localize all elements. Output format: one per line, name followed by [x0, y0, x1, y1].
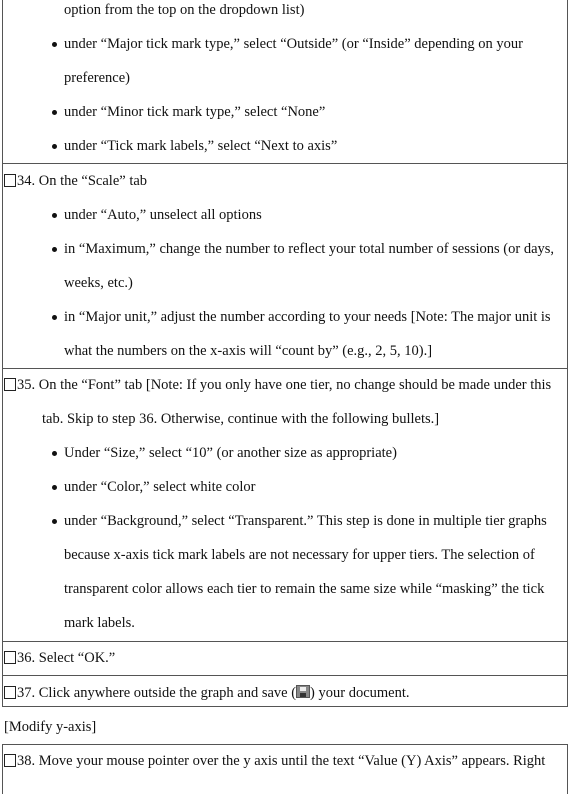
instruction-text: preference): [64, 70, 130, 86]
row-divider: [2, 675, 568, 676]
instruction-text: option from the top on the dropdown list): [64, 2, 305, 18]
step-34: 34. On the “Scale” tab: [4, 172, 147, 190]
bullet-icon: [52, 247, 57, 252]
instruction-text: in “Maximum,” change the number to reflect your total number of sessions (or days,: [64, 241, 555, 257]
bullet-icon: [52, 213, 57, 218]
checkbox[interactable]: [4, 378, 16, 391]
bullet-icon: [52, 315, 57, 320]
checkbox[interactable]: [4, 651, 16, 664]
row-divider: [2, 368, 568, 369]
row-divider: [2, 744, 568, 745]
bullet-icon: [52, 485, 57, 490]
instruction-text: under “Major tick mark type,” select “Outside” (or “Inside” depending on your: [64, 36, 524, 52]
instruction-text: transparent color allows each tier to remain the same size while “masking” the tick: [64, 581, 545, 597]
table-border-right: [567, 0, 568, 706]
instruction-text: under “Minor tick mark type,” select “None”: [64, 104, 326, 120]
instruction-text: under “Tick mark labels,” select “Next to axis”: [64, 138, 338, 154]
table-border-left-lower: [2, 744, 3, 794]
row-divider: [2, 706, 568, 707]
table-border-right-lower: [567, 744, 568, 794]
checkbox[interactable]: [4, 754, 16, 767]
section-heading: [Modify y-axis]: [4, 719, 97, 735]
checkbox[interactable]: [4, 686, 16, 699]
checkbox[interactable]: [4, 174, 16, 187]
bullet-icon: [52, 110, 57, 115]
step-37: 37. Click anywhere outside the graph and save ( ) your document.: [4, 684, 410, 702]
table-border-left: [2, 0, 3, 706]
row-divider: [2, 163, 568, 164]
save-icon: [296, 685, 310, 698]
instruction-text: weeks, etc.): [64, 275, 133, 291]
instruction-text: under “Background,” select “Transparent.” This step is done in multiple tier graphs: [64, 513, 547, 529]
instruction-text: what the numbers on the x-axis will “count by” (e.g., 2, 5, 10).]: [64, 343, 433, 359]
step-35: 35. On the “Font” tab [Note: If you only have one tier, no change should be made under this: [4, 376, 551, 394]
bullet-icon: [52, 451, 57, 456]
bullet-icon: [52, 42, 57, 47]
instruction-text: in “Major unit,” adjust the number according to your needs [Note: The major unit is: [64, 309, 551, 325]
step-36: 36. Select “OK.”: [4, 649, 115, 667]
instruction-text: mark labels.: [64, 615, 135, 631]
bullet-icon: [52, 519, 57, 524]
instruction-text: Under “Size,” select “10” (or another size as appropriate): [64, 445, 397, 461]
step-38: 38. Move your mouse pointer over the y axis until the text “Value (Y) Axis” appears. Right: [4, 752, 545, 770]
bullet-icon: [52, 144, 57, 149]
instruction-text: because x-axis tick mark labels are not necessary for upper tiers. The selection of: [64, 547, 535, 563]
instruction-text: under “Color,” select white color: [64, 479, 256, 495]
row-divider: [2, 641, 568, 642]
instruction-text: under “Auto,” unselect all options: [64, 207, 262, 223]
instruction-text: tab. Skip to step 36. Otherwise, continue with the following bullets.]: [42, 411, 440, 427]
